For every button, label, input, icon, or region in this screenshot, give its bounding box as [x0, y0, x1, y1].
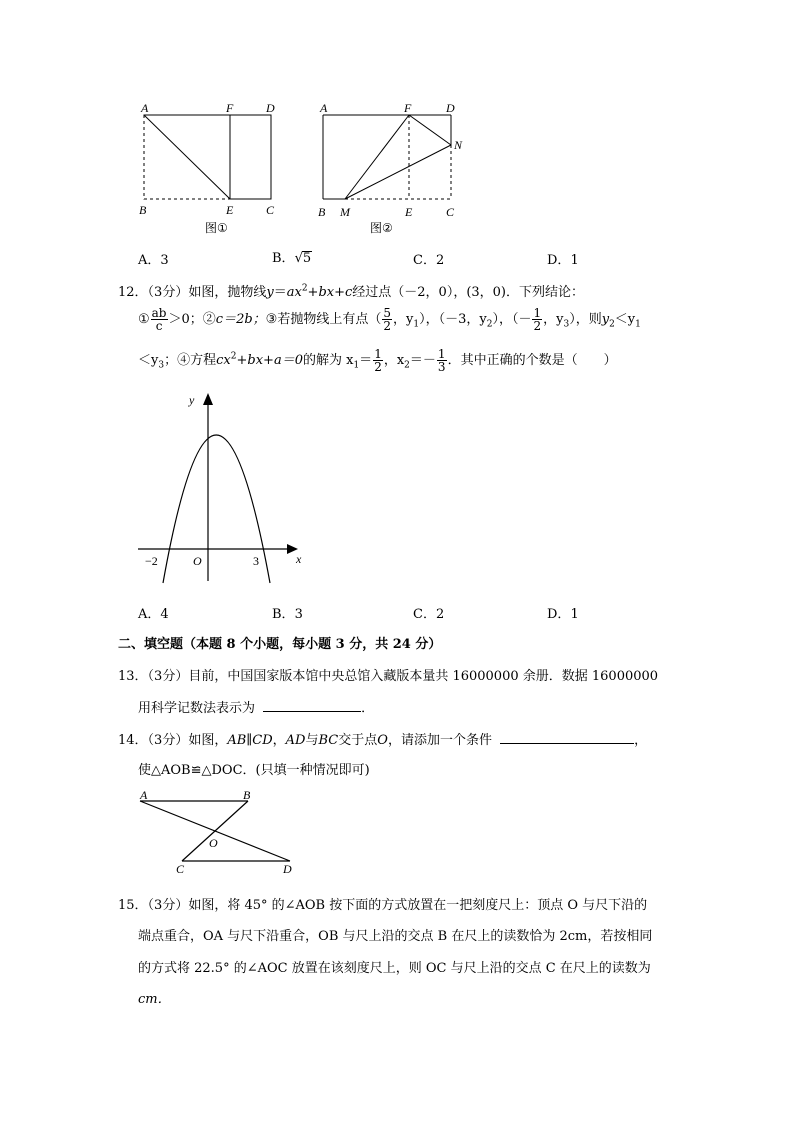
q12-conclusions-line1: ① $\frac{ab}{c}$ ＞0；②c＝2b；③若抛物线上有点（ $\frac{5}{2}$ ，$y_1$），（－3，$y_2$），（－ $\frac{1}{2}$ ，$y_3$），则$y_2<y_1$	[138, 306, 641, 333]
q13-answer-blank[interactable]	[263, 699, 361, 712]
q15-line2: 端点重合，OA 与尺下沿重合，OB 与尺上沿的交点 B 在尺上的读数恰为 2cm，若按相同	[138, 929, 653, 944]
choice-letter: C．	[413, 253, 436, 268]
q12-stem-text-2: 经过点（－2，0），(3，0)．下列结论：	[352, 285, 585, 300]
c2-text: c＝2b；	[215, 312, 266, 327]
q11-choice-d[interactable]	[547, 249, 579, 268]
q15-line4: cm．	[138, 992, 171, 1007]
c3-mid: ），（－3，y	[419, 312, 487, 327]
choice-letter: B．	[272, 251, 295, 266]
c4-mark: ④	[177, 353, 191, 368]
eq-sup: 2	[301, 283, 308, 294]
c3-end: ），则	[569, 312, 602, 327]
q12-stem-text: 如图，抛物线	[188, 285, 267, 300]
c4-frac-2: $\frac{1}{3}$	[437, 347, 446, 374]
fig2-caption: 图②	[370, 221, 393, 235]
q14-label-b: B	[243, 788, 251, 802]
fig2-label-c: C	[446, 205, 455, 219]
c2-mark: ②	[202, 312, 216, 327]
q12-number: 12．	[118, 285, 148, 300]
choice-letter: D．	[547, 253, 571, 268]
q15-line1: 15．（3分）如图，将 45° 的∠AOB 按下面的方式放置在一把刻度尺上：顶点 O 与尺下沿的	[118, 898, 648, 913]
q14-label-d: D	[283, 862, 292, 876]
q14-label-c: C	[176, 862, 185, 876]
q12-stem	[118, 281, 584, 300]
graph-tick-neg2: −2	[145, 554, 158, 568]
c3-p1: ，y	[392, 312, 414, 327]
c4-frac-1: $\frac{1}{2}$	[374, 347, 382, 374]
choice-letter: A．	[138, 253, 161, 268]
choice-letter: C．	[413, 607, 436, 622]
c1-fraction: $\frac{ab}{c}$	[151, 306, 167, 333]
fig1-label-c: C	[266, 203, 275, 217]
q14-label-a: A	[140, 788, 148, 802]
eq-equals: ＝	[273, 285, 287, 300]
c3-text: 若抛物线上有点（	[277, 312, 382, 327]
q11-choice-b[interactable]	[272, 247, 312, 266]
q12-conclusions-line2: $<y_3$；④方程$cx^2+bx+a=0$的解为 $x_1=$ $\frac{1}{2}$ ，$x_2=-$ $\frac{1}{3}$ ．其中正确的个数是（ ）	[138, 347, 617, 374]
q11-choice-c[interactable]	[413, 249, 444, 268]
choice-value: 2	[435, 253, 445, 268]
c1-mark: ①	[138, 312, 150, 327]
q15-line3: 的方式将 22.5° 的∠AOC 放置在该刻度尺上，则 OC 与尺上沿的交点 C 在尺上的读数为	[138, 961, 651, 976]
q13-line1: 13．（3分）目前，中国国家版本馆中央总馆入藏版本量共 16000000 余册．数据 16000000	[118, 669, 659, 684]
choice-value: 2	[435, 607, 445, 622]
fig1-label-d: D	[266, 101, 275, 115]
q14-figure	[130, 787, 300, 872]
choice-value: 3	[294, 607, 303, 622]
c3-frac-2: $\frac{1}{2}$	[533, 306, 542, 333]
choice-value: 5	[302, 251, 312, 266]
choice-value: 4	[160, 607, 169, 622]
fig2-label-n: N	[454, 138, 463, 152]
eq-y: y	[266, 285, 274, 300]
q14-label-o: O	[209, 836, 218, 850]
c4-text: 方程	[190, 353, 217, 368]
q12-choice-a[interactable]	[138, 603, 169, 622]
choice-letter: A．	[138, 607, 161, 622]
fig2-label-m: M	[340, 205, 350, 219]
graph-x-label: x	[296, 552, 302, 566]
c3-frac-1: $\frac{5}{2}$	[383, 306, 391, 333]
fig2-label-e: E	[405, 205, 413, 219]
q13-line2-end: ．	[361, 701, 375, 716]
c3-p3: ，y	[543, 312, 564, 327]
choice-value: 3	[160, 253, 169, 268]
parabola-graph	[130, 385, 320, 585]
c3-mid2: ），（－	[492, 312, 532, 327]
choice-letter: B．	[272, 607, 295, 622]
graph-origin-label: O	[193, 554, 202, 568]
q14-line2: 使△AOB≌△DOC．(只填一种情况即可)	[138, 763, 370, 778]
c1-tail: ＞0；	[168, 312, 203, 327]
c3-mark: ③	[265, 312, 278, 327]
sqrt-sign: √	[294, 251, 303, 266]
y-axis-arrow	[203, 393, 213, 405]
q14-line1: 14．（3分）如图，AB∥CD，AD与BC交于点O，请添加一个条件 ，	[118, 733, 648, 748]
choice-value: 1	[570, 253, 579, 268]
q13-line2-text: 用科学记数法表示为	[138, 701, 256, 716]
fig2-label-a: A	[320, 101, 328, 115]
fig1-caption: 图①	[205, 221, 228, 235]
q13-line2	[138, 697, 374, 716]
graph-tick-3: 3	[253, 554, 259, 568]
fig1-label-e: E	[226, 203, 234, 217]
fig1-label-f: F	[226, 101, 234, 115]
fig2-label-d: D	[446, 101, 455, 115]
section-2-title: 二、填空题（本题 8 个小题，每小题 3 分，共 24 分）	[118, 637, 442, 652]
fig1-label-a: A	[141, 101, 149, 115]
q12-choice-b[interactable]	[272, 603, 303, 622]
q12-choice-c[interactable]	[413, 603, 444, 622]
eq-rest: +bx+c	[307, 285, 353, 300]
q11-choice-a[interactable]	[138, 249, 169, 268]
q12-choice-d[interactable]	[547, 603, 579, 622]
choice-value: 1	[570, 607, 579, 622]
q14-answer-blank[interactable]	[500, 731, 634, 744]
choice-letter: D．	[547, 607, 571, 622]
fig2-label-f: F	[404, 101, 412, 115]
graph-y-label: y	[189, 393, 195, 407]
fig2-label-b: B	[318, 205, 326, 219]
q12-score: （3分）	[147, 285, 189, 300]
fig1-label-b: B	[139, 203, 147, 217]
eq-ax: ax	[286, 285, 302, 300]
